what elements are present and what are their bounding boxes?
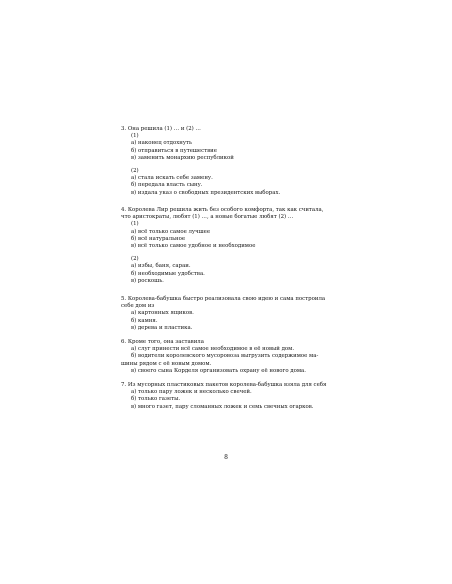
question-stem: 5. Королева-бабушка быстро реализовала свою идею и сама построила	[121, 296, 326, 302]
option-b: б) всё натуральное	[131, 235, 186, 242]
option-b: б) необходимые удобства.	[131, 270, 205, 277]
option-b: б) только газеты.	[131, 396, 181, 403]
option-a: а) всё только самое лучшее	[131, 228, 211, 235]
option-c: в) всё только самое удобное и необходимое	[131, 243, 256, 250]
option-a: а) картонных ящиков.	[131, 310, 194, 317]
option-b-continuation: шины рядом с её новым домом.	[121, 360, 212, 367]
option-a: а) наконец отдохнуть	[131, 140, 192, 147]
option-c: в) дерева и пластика.	[131, 324, 193, 331]
option-a: а) слуг принести всё самое необходимое в её новый дом.	[131, 346, 295, 353]
question-3	[121, 126, 343, 197]
option-a: а) стала искать себе замену.	[131, 175, 213, 182]
option-c: в) роскошь.	[131, 277, 164, 284]
option-b: б) отправиться в путешествие	[131, 147, 217, 154]
question-stem: 4. Королева Лир решила жить без особого комфорта, так как считала,	[121, 207, 324, 213]
question-7	[121, 382, 343, 411]
option-b: б) передала власть сыну.	[131, 182, 203, 189]
option-c: в) своего сына Корделя организовать охрану её нового дома.	[131, 367, 306, 374]
option-b: б) водители королевского мусоровоза выгрузить содержимое ма-	[131, 353, 319, 360]
question-6	[121, 339, 343, 375]
question-5	[121, 296, 343, 332]
question-stem: 3. Она решила (1) … и (2) …	[121, 126, 201, 132]
option-c: в) заменить монархию республикой	[131, 154, 234, 161]
question-stem: себе дом из	[121, 303, 155, 310]
question-stem: 7. Из мусорных пластиковых пакетов королева-бабушка взяла для себя	[121, 382, 327, 388]
option-a: а) избы, баня, сараи.	[131, 263, 191, 270]
group-label: (2)	[131, 256, 139, 263]
question-stem: 6. Кроме того, она заставила	[121, 339, 204, 345]
page-number: 8	[224, 454, 228, 461]
question-4	[121, 207, 343, 285]
option-a: а) только пару ложек и несколько свечей.	[131, 389, 252, 396]
question-stem: что аристократы, любят (1) …, а новые богатые любят (2) …	[121, 214, 294, 221]
group-label: (1)	[131, 133, 139, 140]
group-label: (1)	[131, 221, 139, 228]
option-c: в) много газет, пару сломанных ложек и семь свечных огарков.	[131, 403, 314, 410]
group-label: (2)	[131, 168, 139, 175]
option-c: в) издала указ о свободных президентских выборах.	[131, 189, 281, 196]
option-b: б) камня.	[131, 317, 158, 324]
